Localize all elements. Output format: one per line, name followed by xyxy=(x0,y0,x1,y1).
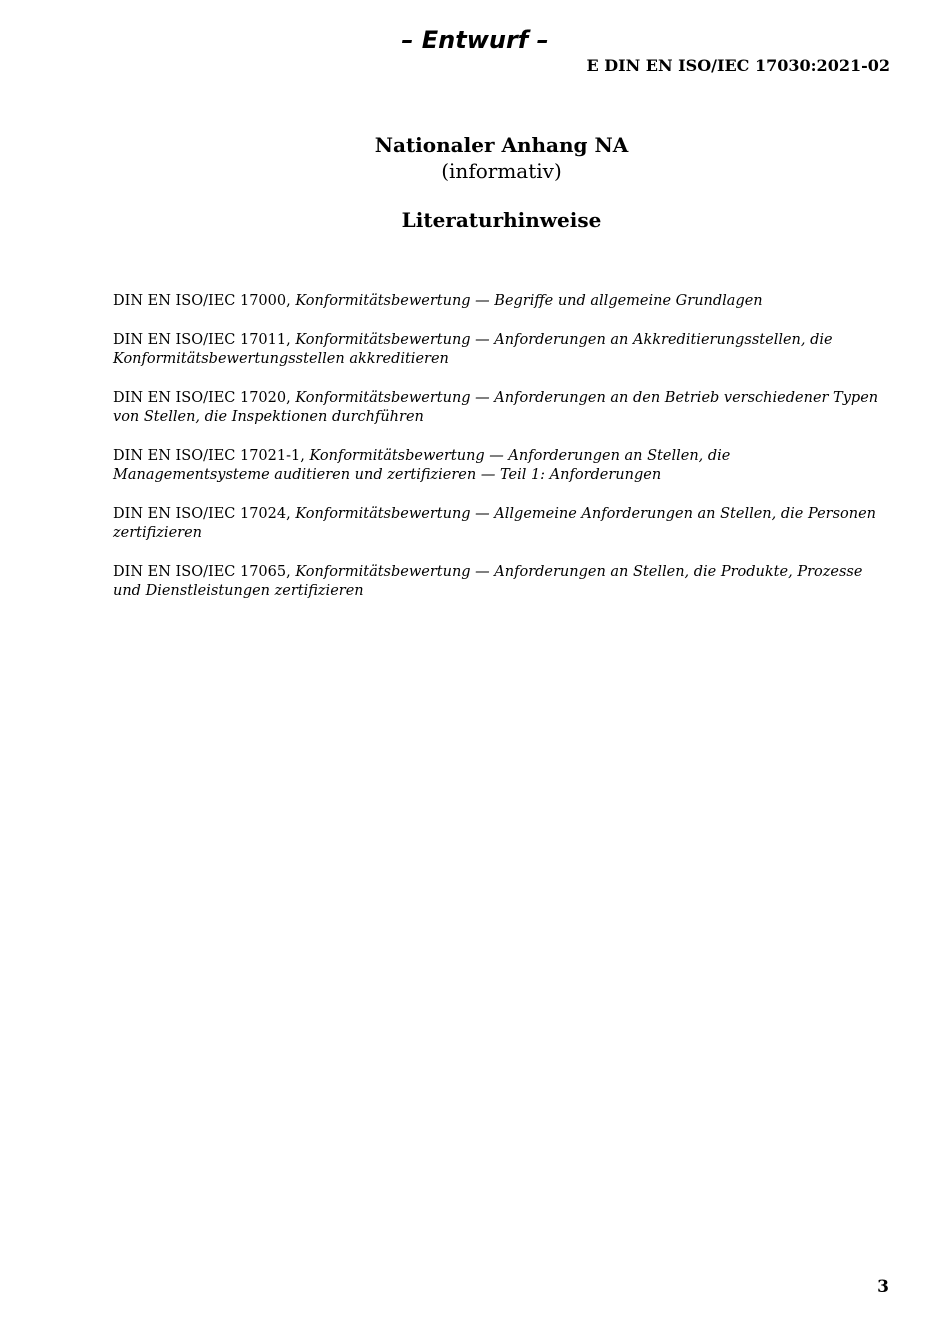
reference-item xyxy=(113,447,883,486)
reference-item xyxy=(113,505,883,544)
section-title: Literaturhinweise xyxy=(401,208,602,232)
reference-title: Konformitätsbewertung — Anforderungen an den Betrieb verschiedener Typen von Stellen, die Inspektionen durchführen xyxy=(113,389,879,425)
reference-title: Konformitätsbewertung — Anforderungen an Stellen, die Managementsysteme auditieren und zertifizieren — Teil 1: Anforderungen xyxy=(113,447,731,483)
reference-item xyxy=(113,563,883,602)
reference-item xyxy=(113,331,883,370)
reference-number: DIN EN ISO/IEC 17024, xyxy=(113,505,291,522)
reference-number: DIN EN ISO/IEC 17020, xyxy=(113,389,291,406)
reference-title: Konformitätsbewertung — Anforderungen an Akkreditierungsstellen, die Konformitätsbewertungsstellen akkreditieren xyxy=(113,331,833,367)
reference-number: DIN EN ISO/IEC 17011, xyxy=(113,331,291,348)
page-number: 3 xyxy=(877,1277,889,1297)
reference-title: Konformitätsbewertung — Anforderungen an Stellen, die Produkte, Prozesse und Dienstleistungen zertifizieren xyxy=(113,563,863,599)
annex-subtitle: (informativ) xyxy=(441,159,562,183)
document-identifier: E DIN EN ISO/IEC 17030:2021-02 xyxy=(586,56,890,75)
reference-title: Konformitätsbewertung — Allgemeine Anforderungen an Stellen, die Personen zertifizieren xyxy=(113,505,877,541)
annex-title: Nationaler Anhang NA xyxy=(374,133,629,157)
reference-number: DIN EN ISO/IEC 17065, xyxy=(113,563,291,580)
draft-watermark-label: – Entwurf – xyxy=(401,26,549,54)
reference-item xyxy=(113,389,883,428)
reference-number: DIN EN ISO/IEC 17000, xyxy=(113,293,291,309)
reference-list xyxy=(113,292,883,621)
reference-item xyxy=(113,292,883,312)
reference-title: Konformitätsbewertung — Begriffe und allgemeine Grundlagen xyxy=(295,293,763,309)
reference-number: DIN EN ISO/IEC 17021-1, xyxy=(113,447,305,464)
